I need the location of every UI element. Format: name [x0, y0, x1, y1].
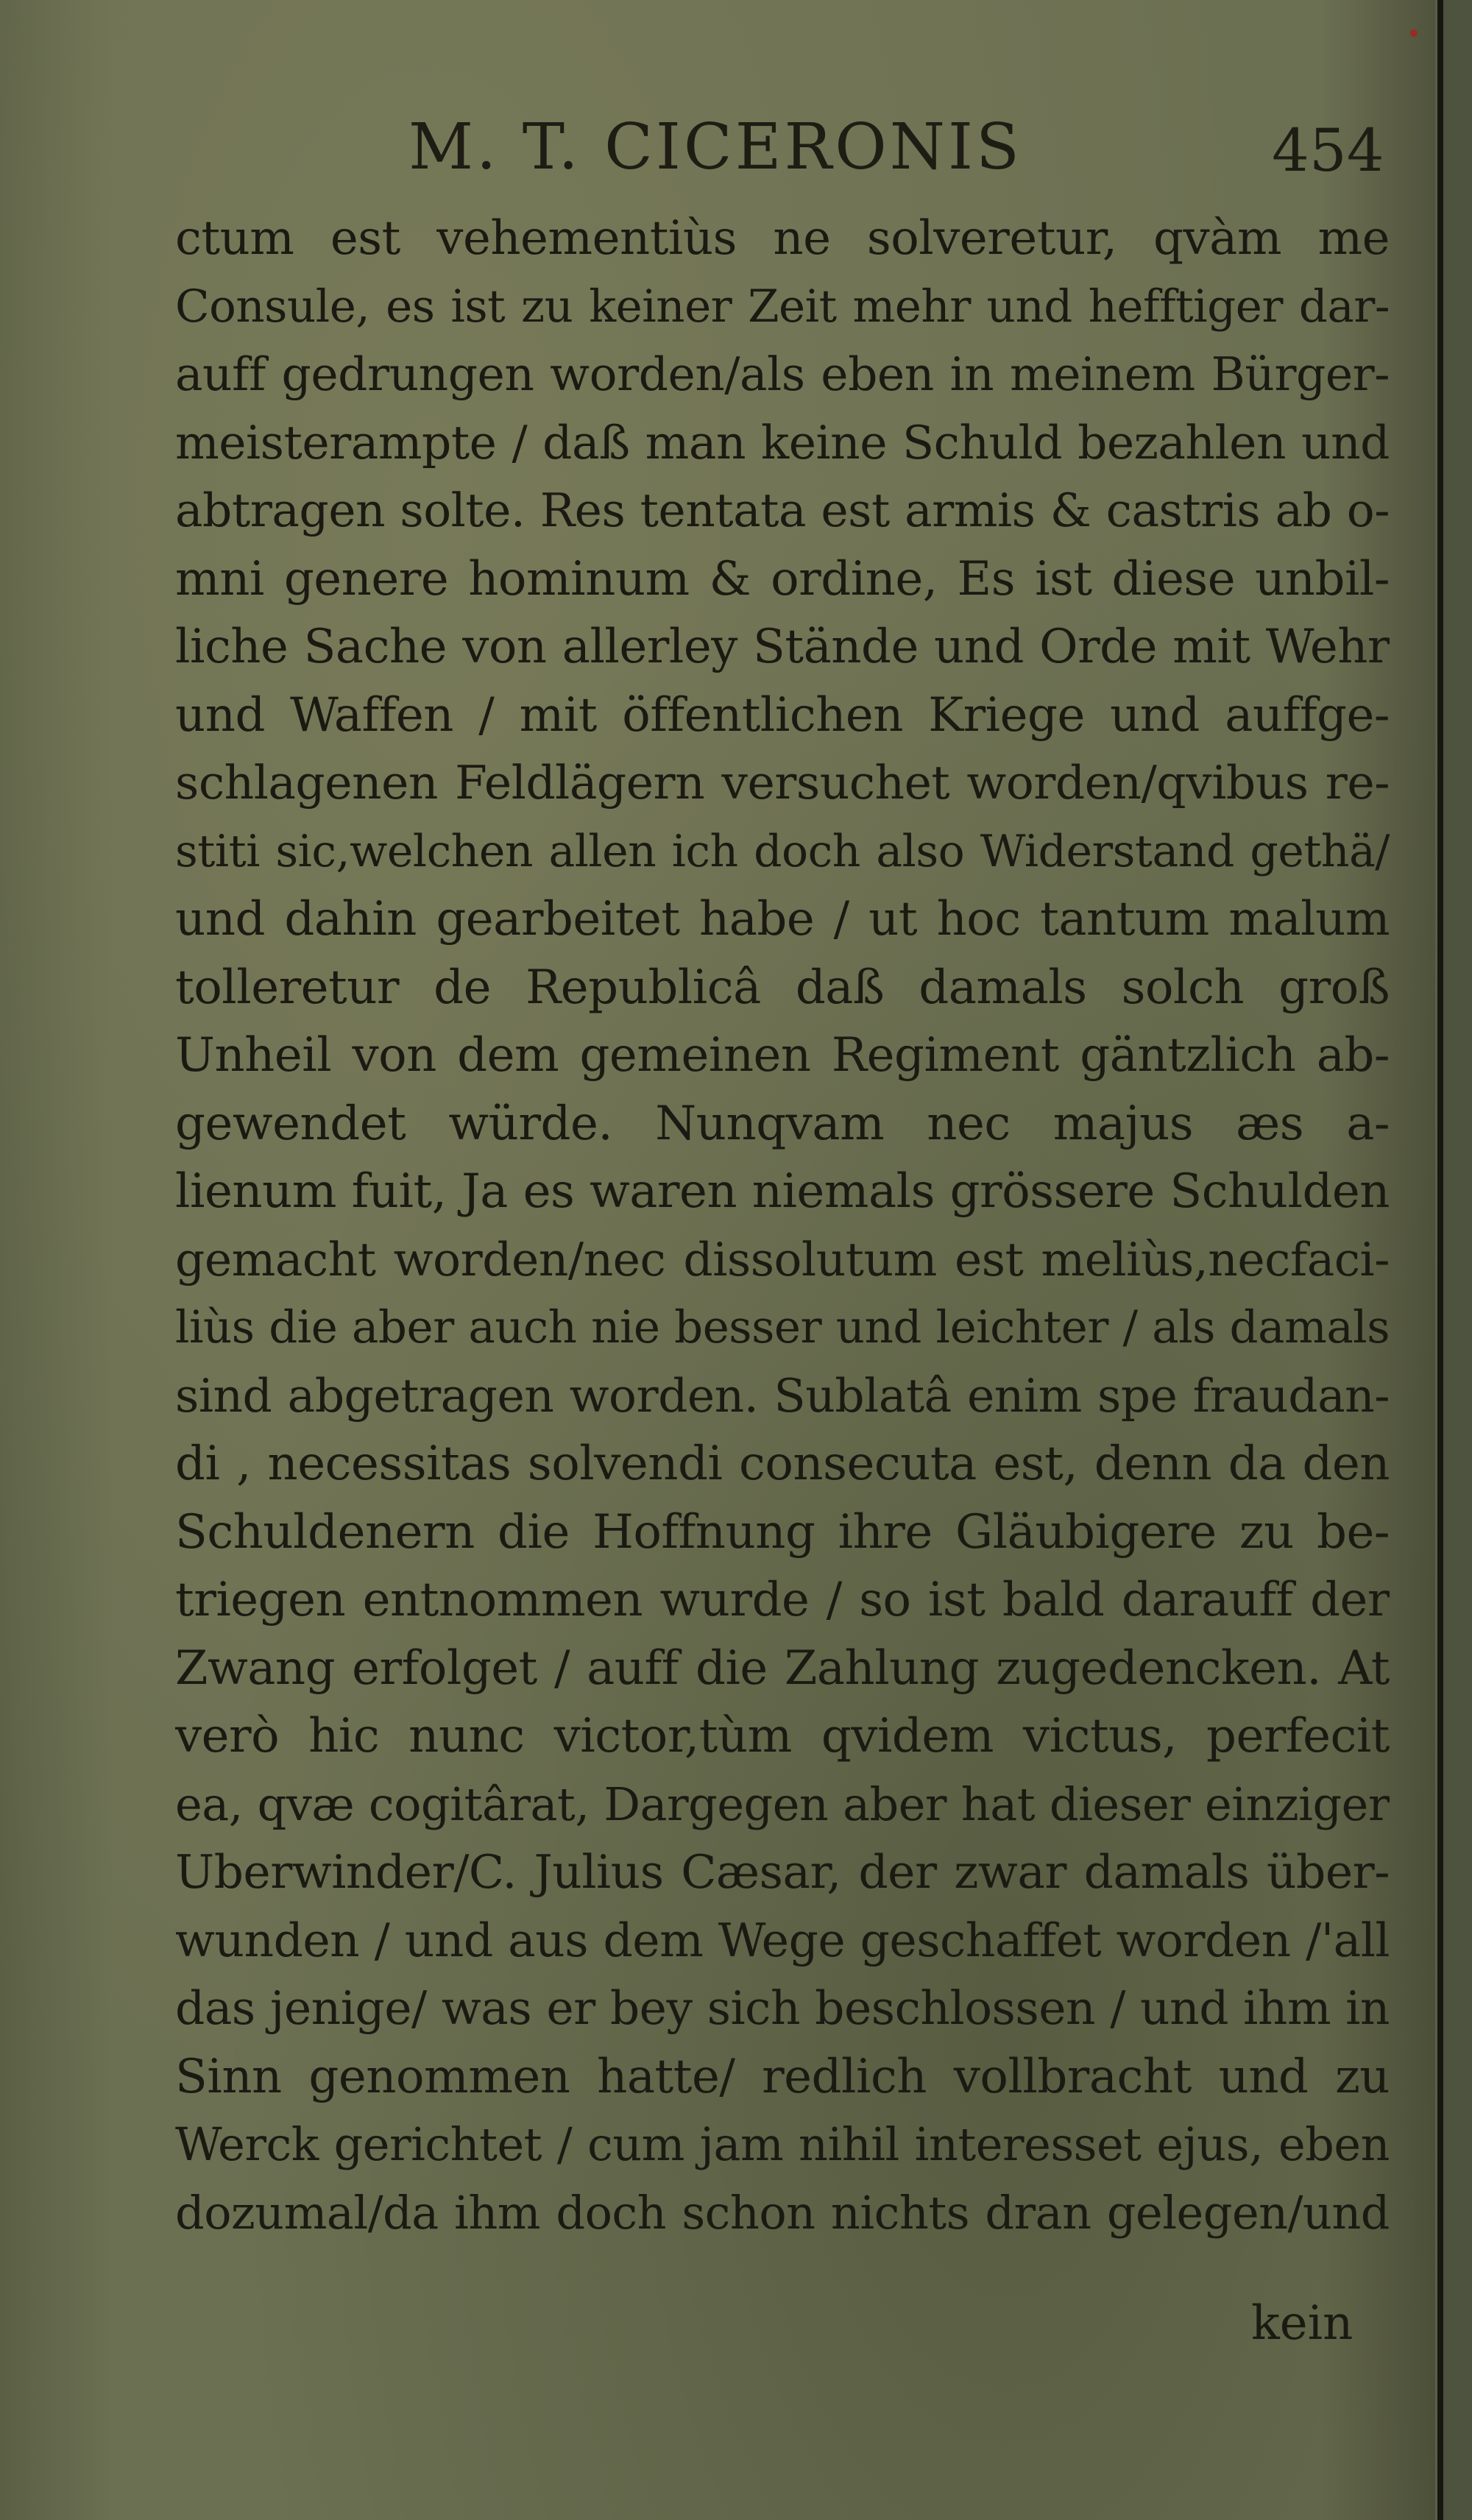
text-line: das jenige/ was er bey sich beschlossen / und ihm in [175, 1981, 1390, 2035]
text-line: und dahin gearbeitet habe / ut hoc tantum malum [175, 892, 1390, 946]
text-line: und Waffen / mit öffentlichen Kriege und auffge- [175, 687, 1390, 743]
text-line: schlagenen Feldlägern versuchet worden/qvibus re- [175, 756, 1390, 810]
text-line: tolleretur de Republicâ daß damals solch groß [175, 960, 1390, 1015]
text-line: di , necessitas solvendi consecuta est, denn da den [175, 1437, 1390, 1491]
text-line: Zwang erfolget / auff die Zahlung zugedencken. At [175, 1641, 1390, 1696]
text-line: Consule, es ist zu keiner Zeit mehr und hefftiger dar- [175, 280, 1390, 333]
text-line: liche Sache von allerley Stände und Orde mit Wehr [175, 620, 1390, 674]
page-edge-rule [1437, 0, 1443, 2520]
text-line: stiti sic,welchen allen ich doch also Widerstand gethä/ [175, 825, 1390, 877]
text-line: gewendet würde. Nunqvam nec majus æs a- [175, 1096, 1390, 1151]
text-line: abtragen solte. Res tentata est armis & castris ab o- [175, 484, 1390, 537]
catchword: kein [1251, 2296, 1354, 2351]
text-line: triegen entnommen wurde / so ist bald darauff der [175, 1573, 1390, 1627]
text-line: Uberwinder/C. Julius Cæsar, der zwar damals über- [175, 1845, 1390, 1899]
text-line: lienum fuit, Ja es waren niemals grössere Schulden [175, 1164, 1390, 1219]
running-head: M. T. CICERONIS [408, 110, 1022, 184]
text-line: Unheil von dem gemeinen Regiment gäntzlich ab- [175, 1028, 1390, 1083]
text-line: gemacht worden/nec dissolutum est meliùs,necfaci- [175, 1232, 1390, 1286]
page-edge-margin [1443, 0, 1472, 2520]
text-line: Sinn genommen hatte/ redlich vollbracht und zu [175, 2049, 1390, 2104]
text-line: wunden / und aus dem Wege geschaffet worden /'all [175, 1913, 1390, 1967]
ink-spot [1410, 29, 1418, 37]
text-line: ctum est vehementiùs ne solveretur, qvàm me [175, 211, 1390, 266]
text-line: liùs die aber auch nie besser und leichter / als damals [175, 1301, 1390, 1353]
text-line: verò hic nunc victor,tùm qvidem victus, perfecit [175, 1709, 1390, 1763]
text-line: ea, qvæ cogitârat, Dargegen aber hat dieser einziger [175, 1777, 1390, 1831]
text-line: dozumal/da ihm doch schon nichts dran gelegen/und [175, 2185, 1390, 2240]
text-line: mni genere hominum & ordine, Es ist diese unbil- [175, 551, 1390, 606]
text-line: sind abgetragen worden. Sublatâ enim spe fraudan- [175, 1368, 1390, 1423]
text-line: Schuldenern die Hoffnung ihre Gläubigere zu be- [175, 1504, 1390, 1560]
text-line: meisterampte / daß man keine Schuld bezahlen und [175, 415, 1390, 470]
text-line: Werck gerichtet / cum jam nihil interesset ejus, eben [175, 2117, 1390, 2171]
text-line: auff gedrungen worden/als eben in meinem Bürger- [175, 347, 1390, 401]
page-number: 454 [1272, 116, 1384, 185]
page-header [0, 110, 1435, 191]
body-text [175, 205, 1390, 2247]
